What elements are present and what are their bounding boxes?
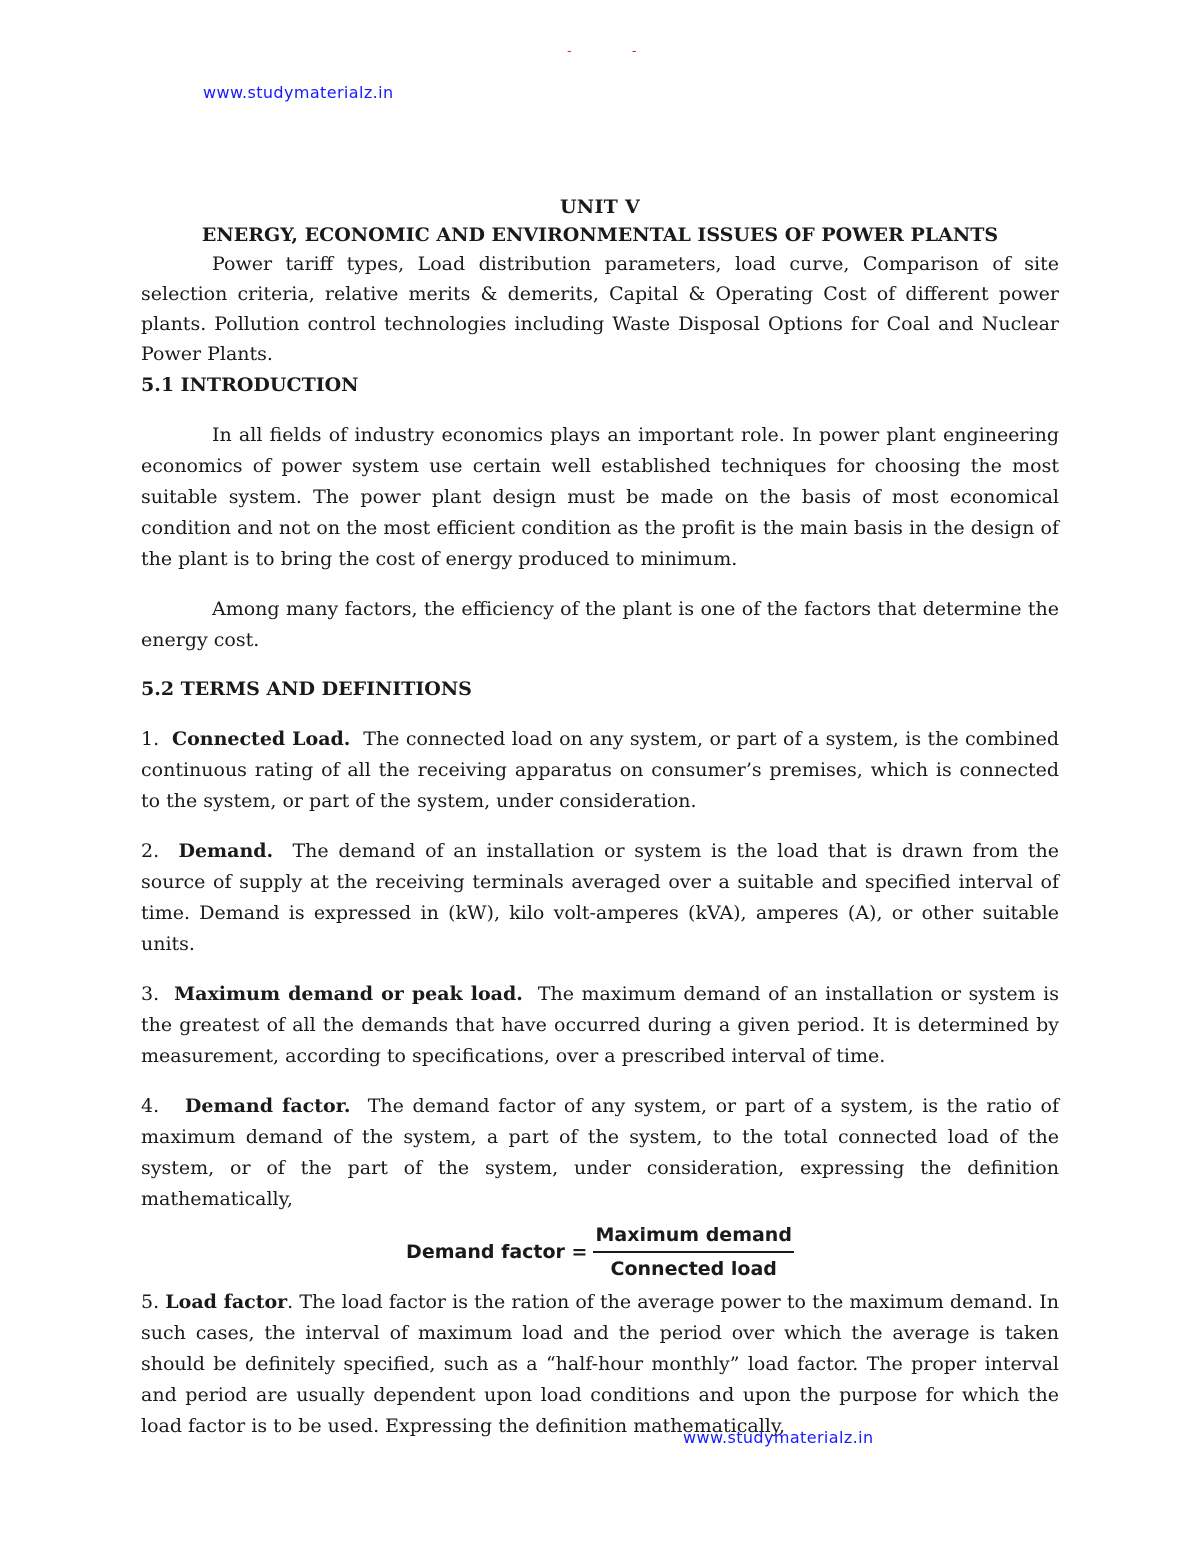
definition-item bbox=[141, 979, 1059, 1072]
unit-title: UNIT V bbox=[559, 196, 641, 218]
header-marks: - - bbox=[567, 44, 665, 59]
section-heading-introduction: 5.1 INTRODUCTION bbox=[141, 374, 359, 396]
definition-number: 2. bbox=[141, 840, 160, 862]
section-heading-terms: 5.2 TERMS AND DEFINITIONS bbox=[141, 678, 472, 700]
definition-number: 1. bbox=[141, 728, 160, 750]
definition-text: The demand factor of any system, or part of a system, is the ratio of maximum demand of the system, a part of the system, to the total connected load of the system, or of the part of the system, under consideration, expressing the definition mathematically, bbox=[141, 1095, 1059, 1210]
definition-text: The demand of an installation or system is the load that is drawn from the source of supply at the receiving terminals averaged over a suitable and specified interval of time. Demand is expressed in (kW), kilo volt-amperes (kVA), amperes (A), or other suitable units. bbox=[141, 840, 1059, 955]
definition-term: Demand factor. bbox=[184, 1095, 351, 1117]
intro-paragraph-1: In all fields of industry economics plays an important role. In power plant engineering economics of power system use certain well established techniques for choosing the most suitable system. The power plant design must be made on the basis of most economical condition and not on the most efficient condition as the profit is the main basis in the design of the plant is to bring the cost of energy produced to minimum. bbox=[141, 424, 1059, 570]
definition-number: 4. bbox=[141, 1095, 160, 1117]
definition-term: Demand. bbox=[178, 840, 274, 862]
definition-text: . The load factor is the ration of the average power to the maximum demand. In such cases, the interval of maximum load and the period over which the average is taken should be definitely specified, such as a “half-hour monthly” load factor. The proper interval and period are usually dependent upon load conditions and upon the purpose for which the load factor is to be used. Expressing the definition mathematically, bbox=[141, 1291, 1059, 1437]
header-site-link[interactable]: www.studymaterialz.in bbox=[203, 83, 394, 102]
definition-item bbox=[141, 724, 1059, 817]
definition-item bbox=[141, 1091, 1059, 1215]
definition-text: The connected load on any system, or part of a system, is the combined continuous rating of all the receiving apparatus on consumer’s premises, which is connected to the system, or part of the system, under consideration. bbox=[141, 728, 1059, 812]
syllabus-text: Power tariff types, Load distribution parameters, load curve, Comparison of site selection criteria, relative merits & demerits, Capital & Operating Cost of different power plants. Pollution control technologies including Waste Disposal Options for Coal and Nuclear Power Plants. bbox=[141, 253, 1059, 365]
formula-denominator: Connected load bbox=[610, 1258, 777, 1280]
definition-number: 5. bbox=[141, 1291, 160, 1313]
demand-factor-formula bbox=[141, 1223, 1059, 1281]
formula-fraction bbox=[593, 1223, 793, 1281]
footer-site-link[interactable]: www.studymaterialz.in bbox=[683, 1428, 874, 1447]
unit-subtitle: ENERGY, ECONOMIC AND ENVIRONMENTAL ISSUES OF POWER PLANTS bbox=[201, 224, 999, 246]
intro-paragraph-2: Among many factors, the efficiency of the plant is one of the factors that determine the energy cost. bbox=[141, 598, 1059, 651]
formula-lhs: Demand factor = bbox=[406, 1241, 588, 1263]
definition-text: The maximum demand of an installation or system is the greatest of all the demands that have occurred during a given period. It is determined by measurement, according to specifications, over a prescribed interval of time. bbox=[141, 983, 1059, 1067]
definition-number: 3. bbox=[141, 983, 160, 1005]
definition-term: Connected Load. bbox=[171, 728, 351, 750]
definition-term: Maximum demand or peak load. bbox=[174, 983, 523, 1005]
document-body bbox=[141, 193, 1059, 1442]
formula-numerator: Maximum demand bbox=[593, 1223, 793, 1253]
definition-item bbox=[141, 1287, 1059, 1442]
definition-item bbox=[141, 836, 1059, 960]
definition-term: Load factor bbox=[165, 1291, 288, 1313]
